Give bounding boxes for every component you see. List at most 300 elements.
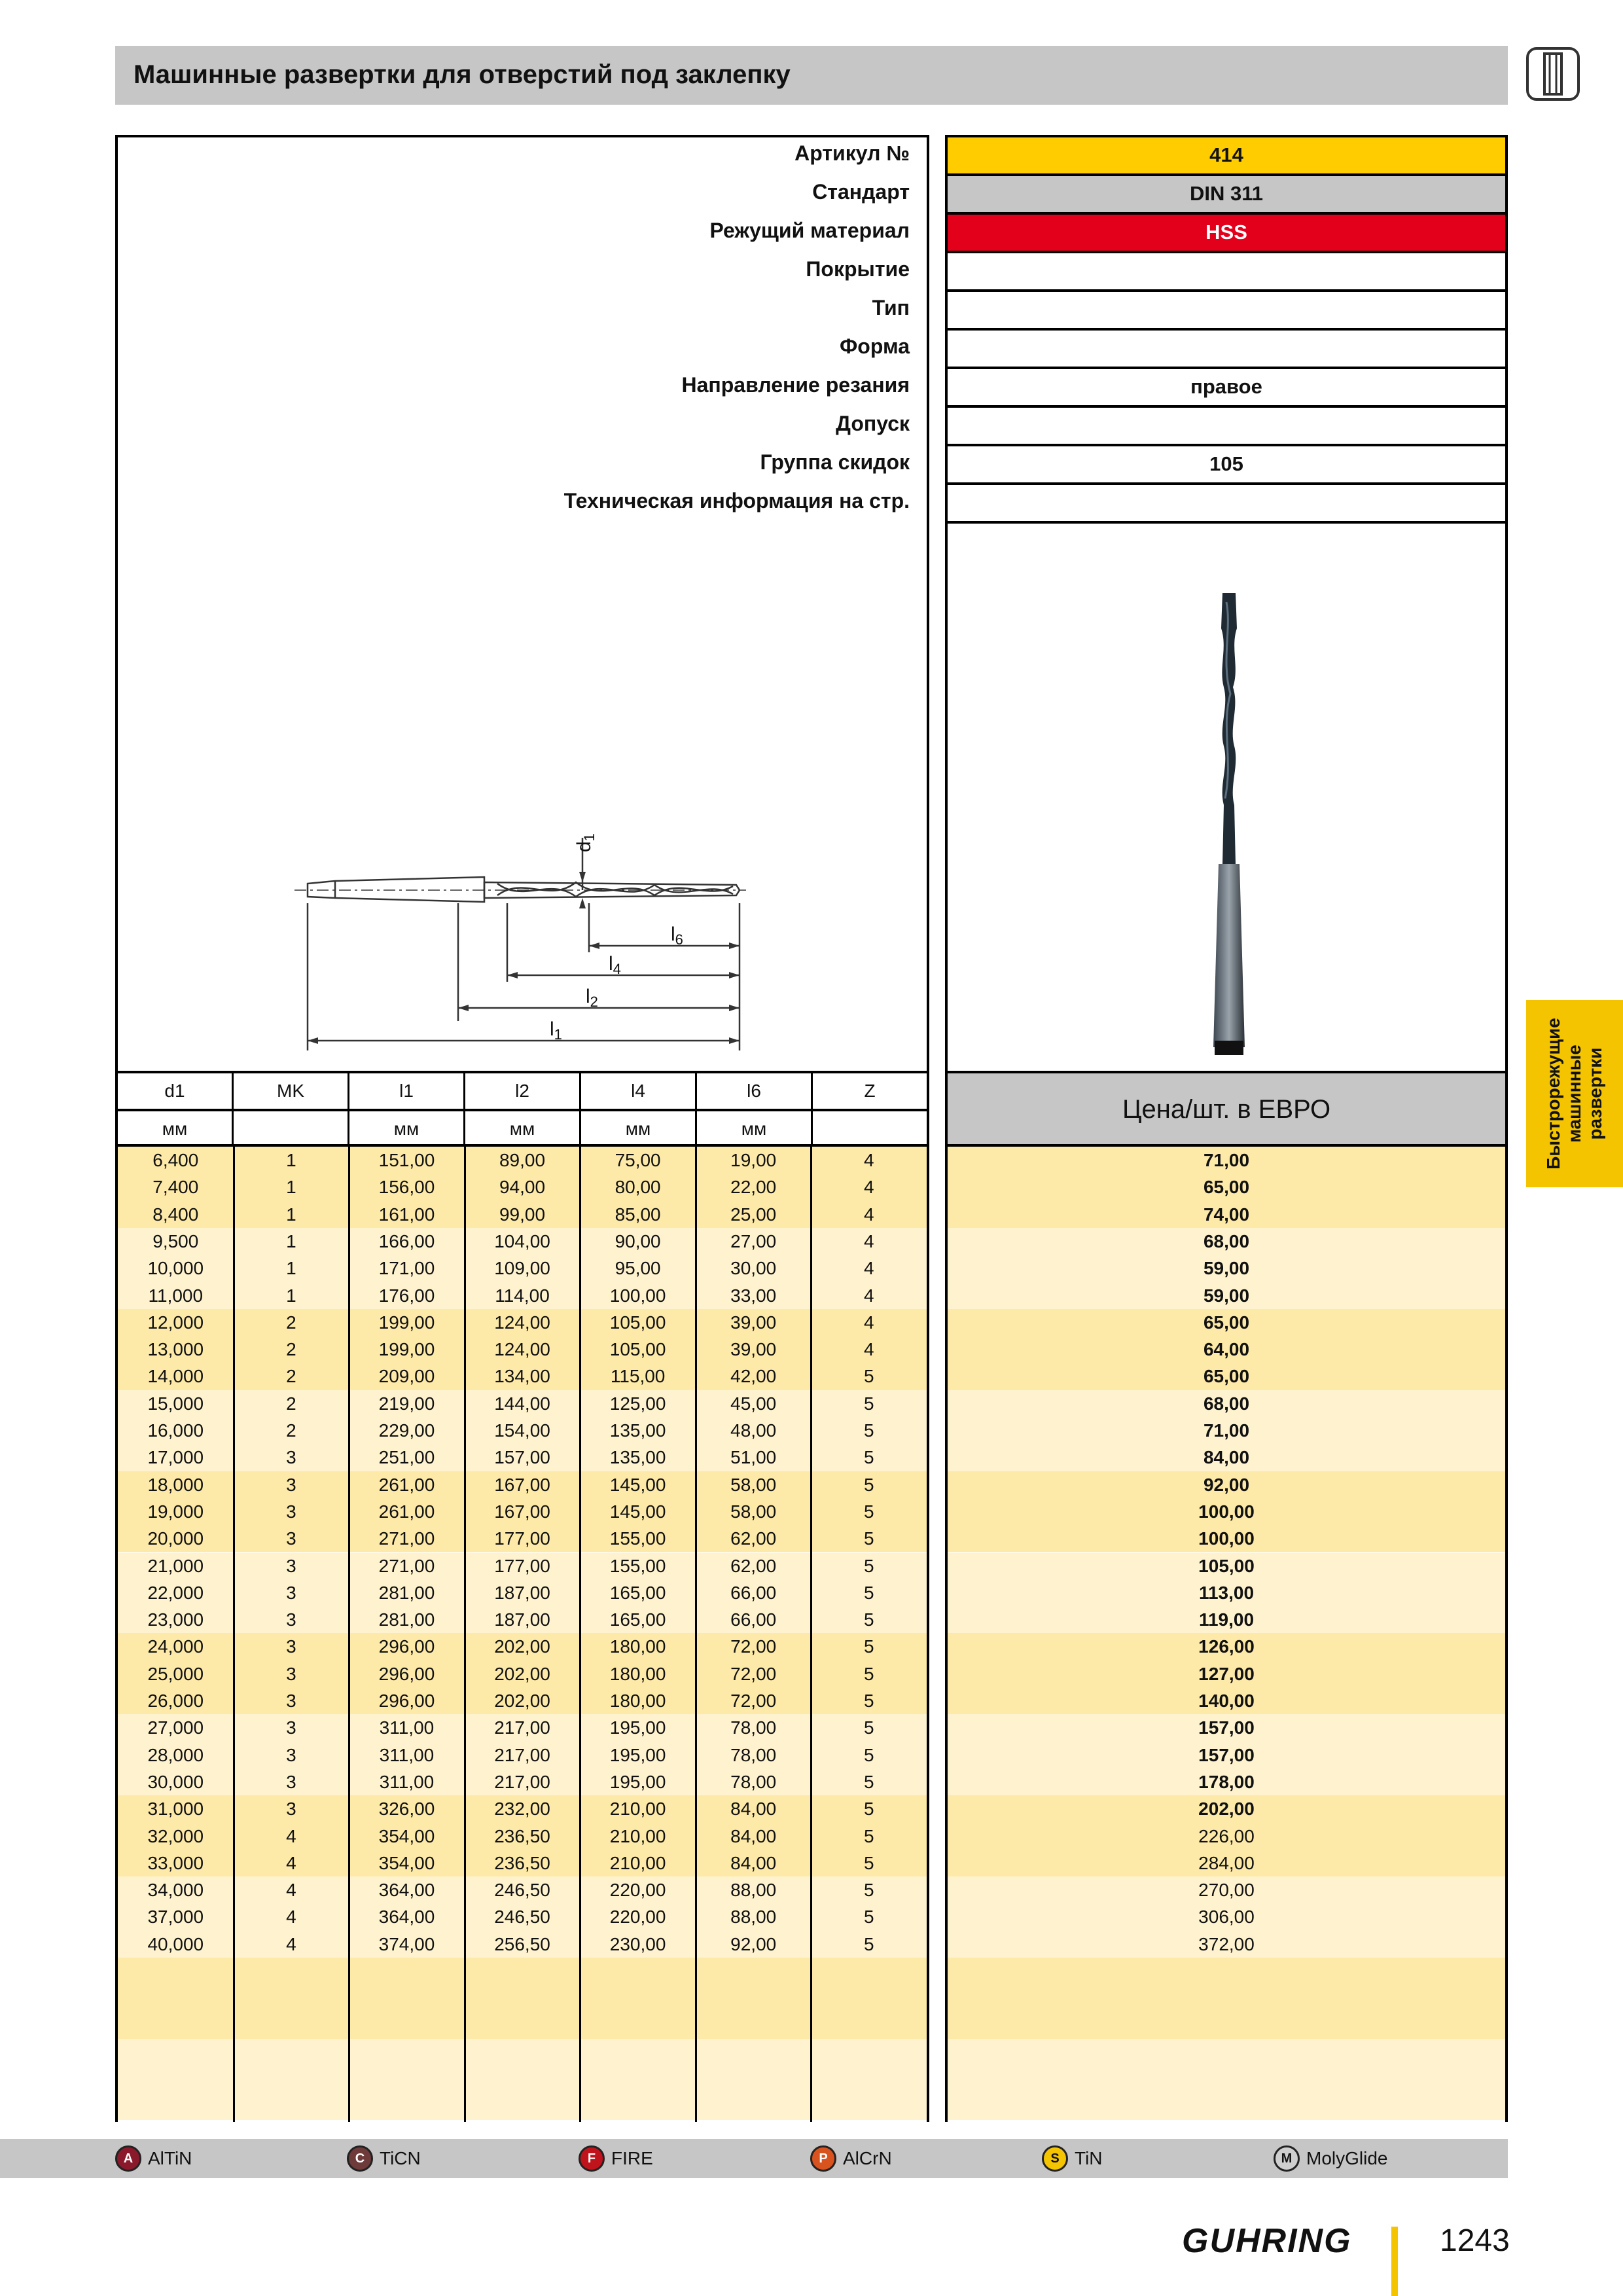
table-cell: 199,00 [378,1339,435,1360]
price-cell: 92,00 [1203,1474,1250,1495]
table-cell: 5 [863,1799,874,1820]
spec-value: HSS [945,212,1508,253]
dim-d1-label: d [573,841,595,852]
price-cell: 74,00 [1203,1204,1250,1225]
table-cell: 236,50 [494,1852,550,1873]
table-row [118,1633,927,1660]
price-cell: 306,00 [1198,1907,1255,1928]
price-cell: 157,00 [1198,1744,1255,1765]
table-cell: 5 [863,1609,874,1630]
price-cell: 100,00 [1198,1501,1255,1522]
row-band [118,2039,927,2120]
table-cell: 4 [863,1285,874,1306]
table-cell: 155,00 [609,1528,666,1549]
table-cell: 4 [863,1150,874,1170]
table-cell: 125,00 [609,1393,666,1414]
table-cell: 23,000 [147,1609,204,1630]
coating-item [347,2145,421,2172]
table-cell: 5 [863,1447,874,1468]
table-cell: 90,00 [615,1230,661,1251]
table-cell: 5 [863,1933,874,1954]
section-tab-line1: Быстрорежущие [1543,1018,1563,1170]
table-cell: 3 [286,1744,296,1765]
table-cell: 2 [286,1366,296,1387]
page-number: 1243 [1440,2223,1510,2258]
table-cell: 5 [863,1582,874,1603]
table-cell: 37,000 [147,1907,204,1928]
coating-label: TiCN [380,2148,421,2168]
table-cell: 180,00 [609,1636,666,1657]
table-cell: 134,00 [494,1366,550,1387]
table-cell: 124,00 [494,1312,550,1333]
table-row [118,1579,927,1606]
table-cell: 109,00 [494,1258,550,1279]
table-cell: 176,00 [378,1285,435,1306]
spec-value: 414 [945,135,1508,176]
table-cell: 10,000 [147,1258,204,1279]
spec-value [945,482,1508,524]
table-cell: 230,00 [609,1933,666,1954]
table-cell: 157,00 [494,1447,550,1468]
product-photo-box [945,524,1508,1071]
table-cell: 88,00 [730,1880,777,1901]
svg-text:l4: $l_4$ [609,953,621,977]
row-band [948,1958,1505,2039]
table-cell: 165,00 [609,1582,666,1603]
table-cell: 22,000 [147,1582,204,1603]
table-cell: 1 [286,1285,296,1306]
table-cell: 3 [286,1447,296,1468]
page-title: Машинные развертки для отверстий под заклепку [134,60,791,89]
table-row [118,1850,927,1876]
row-band [948,2039,1505,2120]
dim-l2-label: l [586,986,590,1007]
price-cell: 126,00 [1198,1636,1255,1657]
table-cell: 4 [863,1230,874,1251]
table-cell: 19,000 [147,1501,204,1522]
table-cell: 180,00 [609,1663,666,1684]
table-cell: 105,00 [609,1312,666,1333]
price-cell: 84,00 [1203,1447,1250,1468]
table-row [118,1255,927,1282]
table-cell: 17,000 [147,1447,204,1468]
table-cell: 30,000 [147,1771,204,1792]
table-cell: 311,00 [379,1771,435,1792]
table-cell: 31,000 [147,1799,204,1820]
table-cell: 354,00 [378,1825,435,1846]
table-cell: 4 [286,1907,296,1928]
coating-badge-icon: C [347,2145,373,2172]
table-row [118,1742,927,1768]
table-row [118,1228,927,1255]
table-cell: 180,00 [609,1691,666,1711]
table-cell: 51,00 [730,1447,777,1468]
table-cell: 78,00 [730,1717,777,1738]
coating-badge-icon: A [115,2145,141,2172]
table-cell: 88,00 [730,1907,777,1928]
dim-l1-label: l [550,1018,554,1040]
table-cell: 161,00 [378,1204,435,1225]
spec-label: Техническая информация на стр. [563,489,910,512]
table-cell: 374,00 [378,1933,435,1954]
table-cell: 48,00 [730,1420,777,1441]
table-cell: 229,00 [378,1420,435,1441]
price-cell: 140,00 [1198,1691,1255,1711]
table-cell: 144,00 [494,1393,550,1414]
table-cell: 58,00 [730,1501,777,1522]
price-cell: 65,00 [1203,1177,1250,1198]
table-cell: 1 [286,1258,296,1279]
spec-value [945,251,1508,292]
table-row [118,1876,927,1903]
table-cell: 155,00 [609,1555,666,1576]
table-row [118,1147,927,1174]
table-cell: 92,00 [730,1933,777,1954]
table-row [118,1768,927,1795]
table-cell: 39,00 [730,1339,777,1360]
table-cell: 32,000 [147,1825,204,1846]
dimension-table [115,1147,929,2122]
table-row [118,1363,927,1390]
price-cell: 68,00 [1203,1393,1250,1414]
table-cell: 85,00 [615,1204,661,1225]
coating-label: AlCrN [843,2148,892,2168]
table-cell: 151,00 [378,1150,435,1170]
price-cell: 100,00 [1198,1528,1255,1549]
table-cell: 3 [286,1691,296,1711]
coating-label: TiN [1075,2148,1103,2168]
table-row [118,1282,927,1309]
table-cell: 202,00 [494,1691,550,1711]
coating-item [1274,2145,1387,2172]
table-cell: 4 [863,1312,874,1333]
table-cell: 2 [286,1420,296,1441]
table-cell: 167,00 [494,1501,550,1522]
column-unit: мм [465,1111,581,1144]
price-header: Цена/шт. в ЕВРО [945,1071,1508,1147]
table-row [118,1390,927,1417]
table-row [118,1336,927,1363]
spec-label: Покрытие [806,257,910,281]
table-cell: 9,500 [152,1230,199,1251]
svg-text:l2: $l_2$ [586,986,598,1010]
spec-label: Артикул № [794,141,910,165]
table-cell: 5 [863,1366,874,1387]
table-cell: 5 [863,1528,874,1549]
price-cell: 59,00 [1203,1258,1250,1279]
coating-legend [0,2139,1508,2178]
price-cell: 71,00 [1203,1420,1250,1441]
table-cell: 281,00 [378,1582,435,1603]
table-cell: 5 [863,1825,874,1846]
price-cell: 157,00 [1198,1717,1255,1738]
table-cell: 326,00 [378,1799,435,1820]
table-cell: 34,000 [147,1880,204,1901]
spec-label: Режущий материал [709,219,910,242]
title-bar [115,46,1508,105]
table-cell: 1 [286,1204,296,1225]
table-cell: 26,000 [147,1691,204,1711]
table-cell: 187,00 [494,1582,550,1603]
price-cell: 68,00 [1203,1230,1250,1251]
price-cell: 59,00 [1203,1285,1250,1306]
table-cell: 167,00 [494,1474,550,1495]
price-cell: 270,00 [1198,1880,1255,1901]
table-cell: 166,00 [378,1230,435,1251]
table-cell: 14,000 [147,1366,204,1387]
spec-label: Форма [839,334,910,358]
table-cell: 5 [863,1880,874,1901]
table-cell: 95,00 [615,1258,661,1279]
table-cell: 72,00 [730,1691,777,1711]
svg-text:l6: $l_6$ [671,924,683,948]
table-cell: 5 [863,1555,874,1576]
table-row [118,1471,927,1498]
table-cell: 145,00 [609,1474,666,1495]
price-cell: 202,00 [1198,1799,1255,1820]
spec-value [945,289,1508,331]
table-cell: 84,00 [730,1825,777,1846]
column-unit: мм [349,1111,465,1144]
table-cell: 84,00 [730,1799,777,1820]
table-cell: 25,00 [730,1204,777,1225]
footer-divider [1391,2227,1398,2296]
spec-label: Допуск [836,412,910,435]
coating-badge-icon: F [579,2145,605,2172]
table-cell: 27,00 [730,1230,777,1251]
table-row [118,1498,927,1525]
table-cell: 364,00 [378,1907,435,1928]
column-unit [813,1111,927,1144]
table-cell: 232,00 [494,1799,550,1820]
column-unit: мм [581,1111,697,1144]
table-cell: 3 [286,1528,296,1549]
price-table [945,1147,1508,2122]
coating-item [579,2145,653,2172]
coating-item [1042,2145,1103,2172]
table-cell: 24,000 [147,1636,204,1657]
table-cell: 20,000 [147,1528,204,1549]
table-cell: 115,00 [610,1366,666,1387]
table-row [118,1660,927,1687]
table-cell: 3 [286,1582,296,1603]
section-tab-line3: развертки [1585,1047,1605,1140]
table-cell: 296,00 [378,1636,435,1657]
table-row [118,1417,927,1444]
table-cell: 4 [863,1258,874,1279]
table-cell: 72,00 [730,1636,777,1657]
column-header: l6 [697,1073,813,1109]
price-cell: 65,00 [1203,1366,1250,1387]
coating-label: FIRE [611,2148,653,2168]
table-cell: 220,00 [609,1880,666,1901]
table-cell: 220,00 [609,1907,666,1928]
table-row [118,1931,927,1958]
table-cell: 171,00 [378,1258,435,1279]
table-cell: 3 [286,1636,296,1657]
coating-badge-icon: M [1274,2145,1300,2172]
coating-badge-icon: S [1042,2145,1068,2172]
table-cell: 209,00 [378,1366,435,1387]
table-cell: 3 [286,1717,296,1738]
table-cell: 5 [863,1663,874,1684]
svg-text:d1: $d_1$ [573,833,597,852]
table-cell: 33,000 [147,1852,204,1873]
table-cell: 22,00 [730,1177,777,1198]
table-cell: 4 [863,1177,874,1198]
table-cell: 210,00 [609,1825,666,1846]
column-header: l2 [465,1073,581,1109]
table-cell: 94,00 [499,1177,546,1198]
table-cell: 100,00 [609,1285,666,1306]
table-row [118,1444,927,1471]
table-cell: 5 [863,1717,874,1738]
column-header: MK [234,1073,349,1109]
spec-value: 105 [945,444,1508,485]
section-tab-line2: машинные [1564,1045,1584,1143]
table-row [118,1823,927,1850]
table-row [118,1903,927,1930]
dim-l6-label: l [671,924,675,945]
table-cell: 154,00 [494,1420,550,1441]
table-cell: 3 [286,1609,296,1630]
table-cell: 4 [863,1204,874,1225]
price-cell: 71,00 [1203,1150,1250,1170]
spec-value: правое [945,367,1508,408]
spec-label: Группа скидок [760,450,910,474]
table-cell: 210,00 [609,1799,666,1820]
table-cell: 3 [286,1555,296,1576]
table-cell: 42,00 [730,1366,777,1387]
coating-badge-icon: P [810,2145,836,2172]
table-cell: 4 [863,1339,874,1360]
table-cell: 3 [286,1799,296,1820]
table-row [118,1795,927,1822]
spec-value [945,405,1508,446]
table-cell: 62,00 [730,1555,777,1576]
table-cell: 261,00 [378,1474,435,1495]
table-cell: 271,00 [378,1555,435,1576]
table-cell: 202,00 [494,1636,550,1657]
table-row [118,1552,927,1579]
price-cell: 226,00 [1198,1825,1255,1846]
dim-l4-label: l [609,953,613,975]
table-units-row [115,1109,929,1147]
table-cell: 58,00 [730,1474,777,1495]
table-cell: 28,000 [147,1744,204,1765]
table-cell: 2 [286,1339,296,1360]
table-cell: 33,00 [730,1285,777,1306]
technical-drawing [288,812,746,1060]
table-cell: 11,000 [148,1285,204,1306]
table-cell: 21,000 [147,1555,204,1576]
reamer-category-icon [1525,46,1581,102]
column-unit: мм [118,1111,234,1144]
coating-label: MolyGlide [1306,2148,1388,2168]
table-cell: 8,400 [152,1204,199,1225]
table-cell: 311,00 [379,1717,435,1738]
table-cell: 165,00 [609,1609,666,1630]
table-cell: 6,400 [152,1150,199,1170]
table-cell: 281,00 [378,1609,435,1630]
svg-text:l1: $l_1$ [550,1018,562,1043]
spec-value [945,328,1508,369]
column-header: Z [864,1081,876,1101]
table-cell: 177,00 [494,1555,550,1576]
table-cell: 177,00 [494,1528,550,1549]
table-cell: 236,50 [494,1825,550,1846]
table-cell: 99,00 [499,1204,546,1225]
table-cell: 156,00 [378,1177,435,1198]
table-cell: 45,00 [730,1393,777,1414]
table-cell: 4 [286,1825,296,1846]
table-cell: 219,00 [378,1393,435,1414]
table-cell: 40,000 [147,1933,204,1954]
table-cell: 187,00 [494,1609,550,1630]
table-cell: 16,000 [147,1420,204,1441]
table-cell: 354,00 [378,1852,435,1873]
table-cell: 246,50 [494,1880,550,1901]
column-unit: мм [697,1111,813,1144]
table-cell: 13,000 [147,1339,204,1360]
table-cell: 195,00 [609,1717,666,1738]
table-cell: 7,400 [152,1177,199,1198]
table-cell: 5 [863,1852,874,1873]
table-cell: 296,00 [378,1691,435,1711]
table-cell: 75,00 [615,1150,661,1170]
table-cell: 3 [286,1474,296,1495]
price-cell: 65,00 [1203,1312,1250,1333]
table-row [118,1606,927,1633]
table-cell: 5 [863,1420,874,1441]
table-cell: 210,00 [609,1852,666,1873]
table-cell: 62,00 [730,1528,777,1549]
table-cell: 1 [286,1230,296,1251]
table-cell: 12,000 [147,1312,204,1333]
table-cell: 80,00 [615,1177,661,1198]
table-cell: 4 [286,1852,296,1873]
table-cell: 217,00 [494,1717,550,1738]
table-cell: 78,00 [730,1771,777,1792]
row-band [118,1958,927,2039]
table-cell: 39,00 [730,1312,777,1333]
table-row [118,1687,927,1714]
table-cell: 72,00 [730,1663,777,1684]
table-cell: 261,00 [378,1501,435,1522]
table-cell: 5 [863,1636,874,1657]
table-cell: 19,00 [730,1150,777,1170]
spec-label: Направление резания [681,373,910,397]
table-cell: 105,00 [609,1339,666,1360]
table-cell: 195,00 [609,1771,666,1792]
table-cell: 4 [286,1880,296,1901]
price-cell: 284,00 [1198,1852,1255,1873]
table-cell: 4 [286,1933,296,1954]
column-header: d1 [118,1073,234,1109]
table-cell: 271,00 [378,1528,435,1549]
column-header: l4 [581,1073,697,1109]
table-cell: 5 [863,1744,874,1765]
table-cell: 5 [863,1907,874,1928]
table-row [118,1201,927,1228]
table-cell: 135,00 [609,1420,666,1441]
table-row [118,1309,927,1336]
spec-label: Стандарт [812,180,910,204]
table-cell: 364,00 [378,1880,435,1901]
table-cell: 217,00 [494,1744,550,1765]
spec-label: Тип [872,296,910,319]
table-cell: 5 [863,1691,874,1711]
